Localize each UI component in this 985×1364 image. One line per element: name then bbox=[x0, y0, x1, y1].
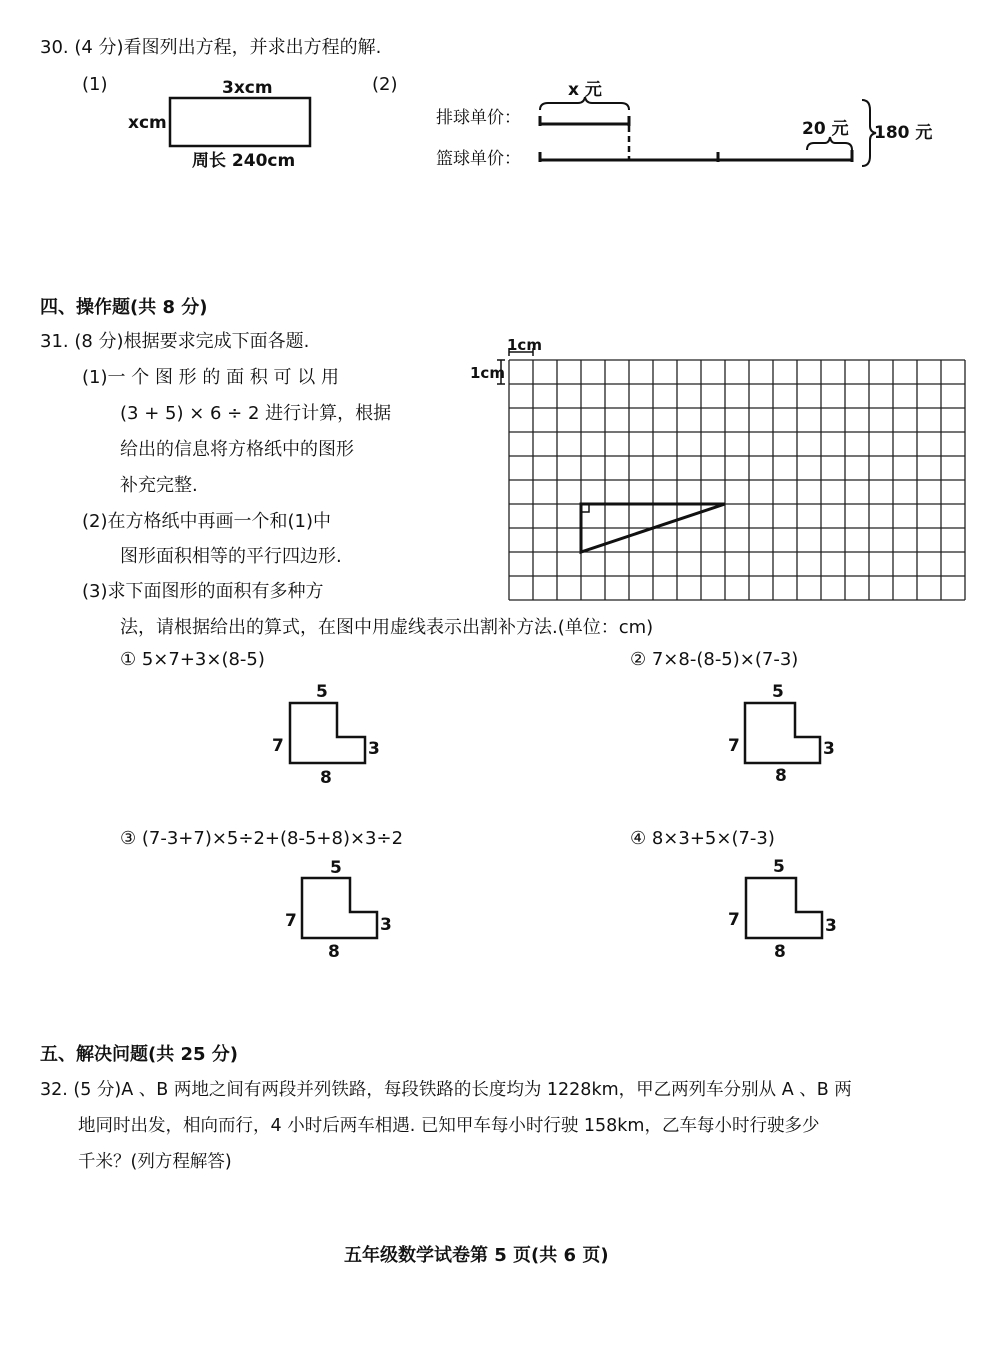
q30-title: 30. (4 分)看图列出方程，并求出方程的解. bbox=[40, 37, 382, 58]
q31-p1-line1: (1)一 个 图 形 的 面 积 可 以 用 bbox=[82, 367, 339, 388]
shape3-right: 3 bbox=[380, 915, 392, 935]
shape4-bottom: 8 bbox=[774, 942, 786, 962]
formula-3: ③ (7-3+7)×5÷2+(8-5+8)×3÷2 bbox=[120, 828, 404, 849]
x-brace bbox=[540, 97, 629, 110]
rect-left-label: xcm bbox=[128, 113, 167, 133]
twenty-brace bbox=[807, 137, 852, 150]
q32-line3: 千米？(列方程解答) bbox=[78, 1152, 232, 1172]
shape1-top: 5 bbox=[316, 682, 328, 702]
q31-p2-line1: (2)在方格纸中再画一个和(1)中 bbox=[82, 511, 331, 532]
formula-1: ① 5×7+3×(8-5) bbox=[120, 649, 265, 670]
shape2-left: 7 bbox=[728, 736, 740, 756]
total-yuan-label: 180 元 bbox=[874, 123, 933, 143]
shape2-bottom: 8 bbox=[775, 766, 787, 786]
shape3-bottom: 8 bbox=[328, 942, 340, 962]
shape4-left: 7 bbox=[728, 910, 740, 930]
volleyball-label: 排球单价： bbox=[436, 108, 521, 128]
q31-p1-line4: 补充完整. bbox=[120, 475, 198, 496]
l-shape-1 bbox=[290, 703, 365, 763]
q32-line1: 32. (5 分)A 、B 两地之间有两段并列铁路，每段铁路的长度均为 1228km，甲乙两列车分别从 A 、B 两 bbox=[40, 1080, 852, 1100]
q31-p1-line2: (3 + 5) × 6 ÷ 2 进行计算，根据 bbox=[120, 403, 392, 424]
shape4-right: 3 bbox=[825, 916, 837, 936]
basketball-segment bbox=[540, 150, 852, 162]
x-yuan-label: x 元 bbox=[568, 80, 602, 100]
l-shape-3 bbox=[302, 878, 377, 938]
shape2-right: 3 bbox=[823, 739, 835, 759]
total-brace bbox=[862, 100, 876, 166]
q31-p2-line2: 图形面积相等的平行四边形. bbox=[120, 546, 342, 567]
q31-p1-line3: 给出的信息将方格纸中的图形 bbox=[120, 439, 354, 460]
section4-header: 四、操作题(共 8 分) bbox=[40, 297, 208, 318]
volleyball-segment bbox=[540, 116, 629, 126]
formula-2: ② 7×8-(8-5)×(7-3) bbox=[630, 649, 799, 670]
formula-4: ④ 8×3+5×(7-3) bbox=[630, 828, 775, 849]
shape1-right: 3 bbox=[368, 739, 380, 759]
perimeter-rectangle bbox=[170, 98, 310, 146]
page-footer: 五年级数学试卷第 5 页(共 6 页) bbox=[344, 1245, 609, 1266]
q30-part2-number: (2) bbox=[372, 74, 398, 95]
grid-unit-top-label: 1cm bbox=[507, 336, 542, 354]
shape1-bottom: 8 bbox=[320, 768, 332, 788]
q31-title: 31. (8 分)根据要求完成下面各题. bbox=[40, 331, 310, 352]
l-shape-4 bbox=[746, 878, 822, 938]
shape1-left: 7 bbox=[272, 736, 284, 756]
q31-p3-line1: (3)求下面图形的面积有多种方 bbox=[82, 581, 324, 602]
q30-part1-number: (1) bbox=[82, 74, 108, 95]
q31-p3-line2: 法，请根据给出的算式，在图中用虚线表示出割补方法.(单位：cm) bbox=[120, 617, 654, 638]
basketball-label: 篮球单价： bbox=[436, 149, 521, 169]
shape3-left: 7 bbox=[285, 911, 297, 931]
shape4-top: 5 bbox=[773, 857, 785, 877]
rect-top-label: 3xcm bbox=[222, 78, 273, 98]
shape3-top: 5 bbox=[330, 858, 342, 878]
shape2-top: 5 bbox=[772, 682, 784, 702]
rect-perimeter-label: 周长 240cm bbox=[192, 151, 296, 171]
q32-line2: 地同时出发，相向而行，4 小时后两车相遇. 已知甲车每小时行驶 158km，乙车每小时行驶多少 bbox=[78, 1116, 820, 1136]
grid-paper bbox=[509, 360, 965, 600]
section5-header: 五、解决问题(共 25 分) bbox=[40, 1044, 239, 1065]
grid-unit-left-label: 1cm bbox=[470, 364, 505, 382]
twenty-yuan-label: 20 元 bbox=[802, 119, 849, 139]
l-shape-2 bbox=[745, 703, 820, 763]
